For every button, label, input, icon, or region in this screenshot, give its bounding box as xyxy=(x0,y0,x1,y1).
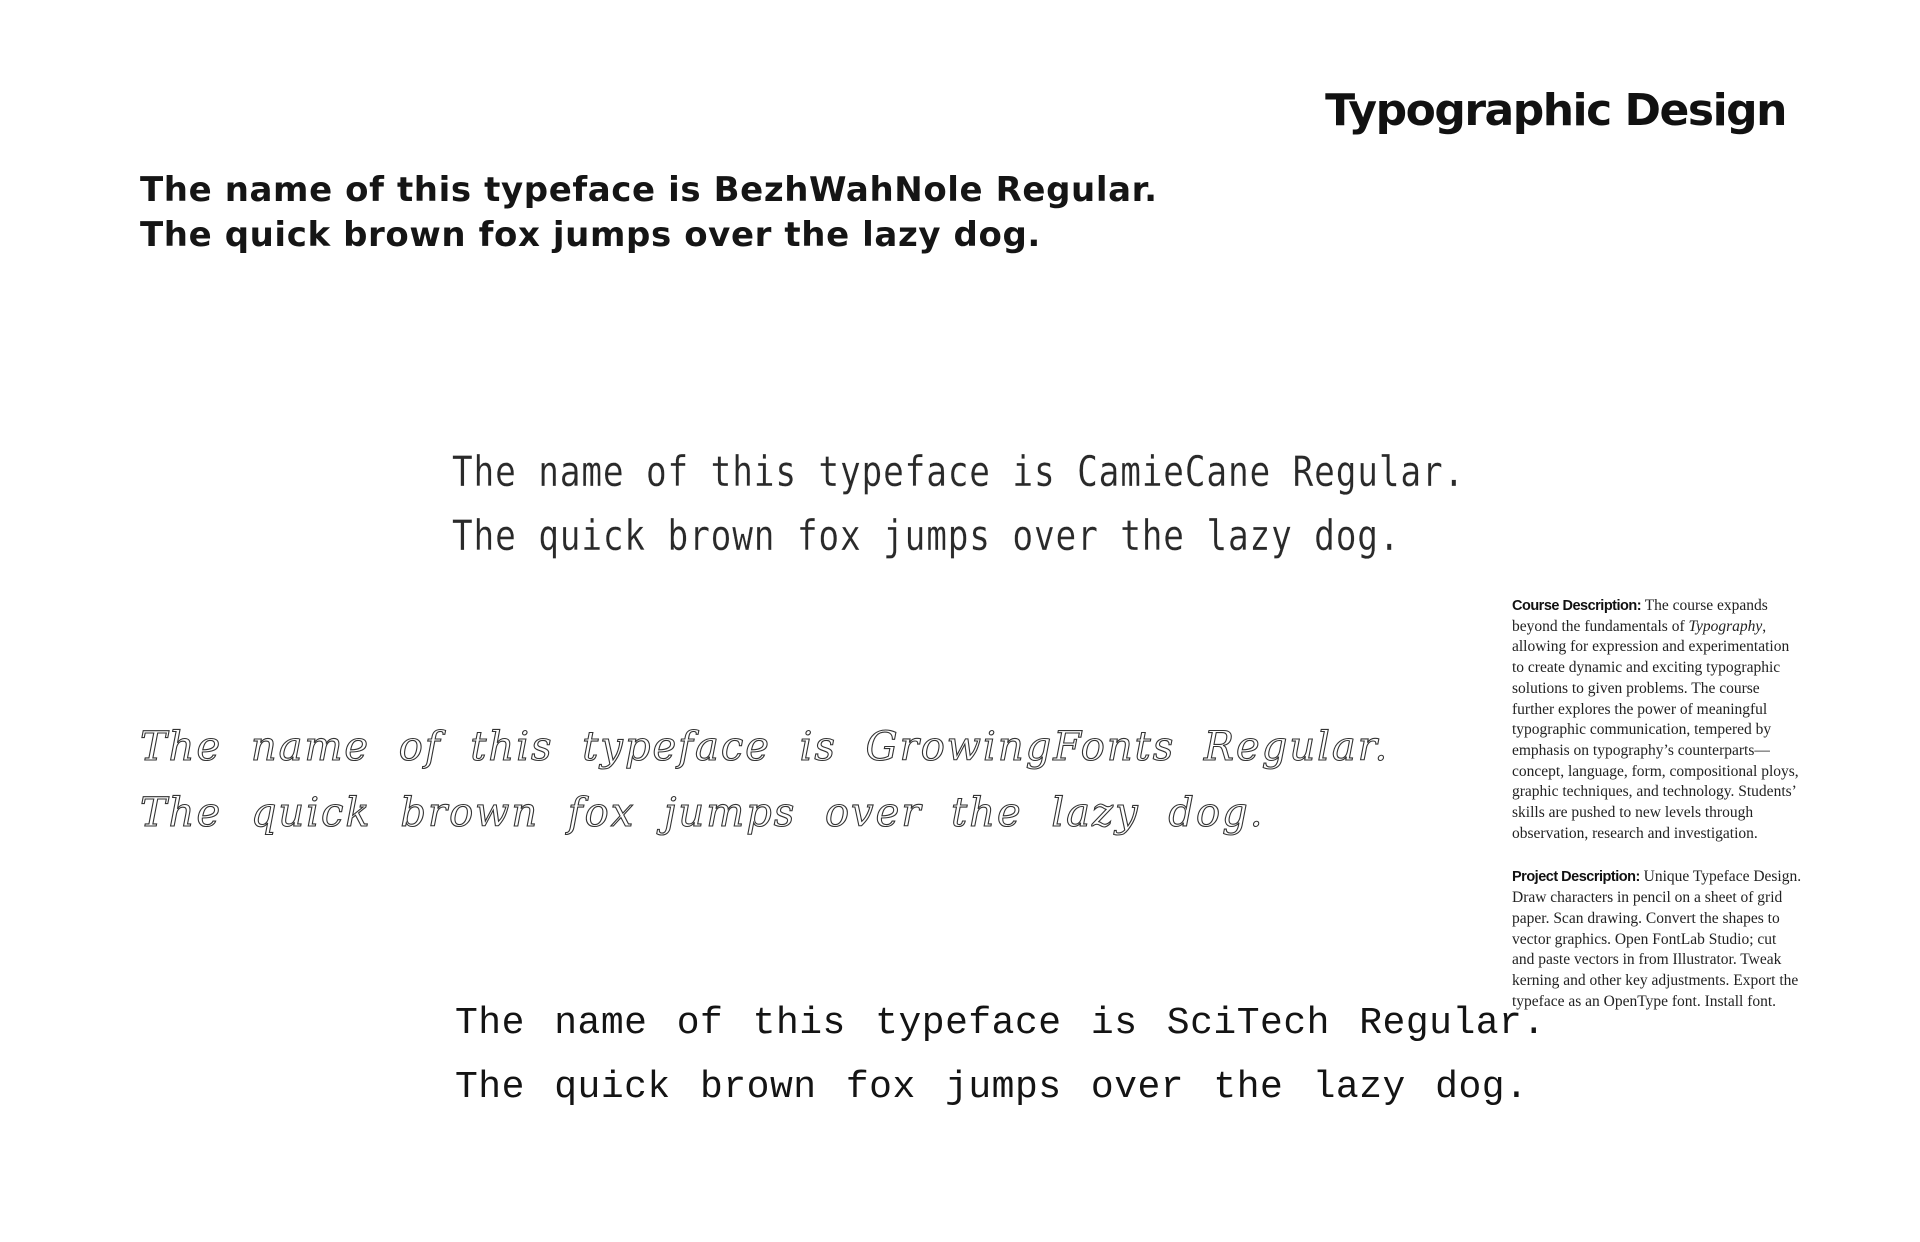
specimen-pangram: The quick brown fox jumps over the lazy dog. xyxy=(140,790,1265,836)
project-description xyxy=(1512,867,1802,1012)
course-description-text: The course expands beyond the fundamentals of xyxy=(1512,597,1768,635)
page-title: Typographic Design xyxy=(1325,85,1786,136)
specimen-pangram: The quick brown fox jumps over the lazy dog. xyxy=(452,511,1401,560)
specimen-camiecane xyxy=(452,440,1465,568)
course-description xyxy=(1512,596,1802,844)
specimen-name-line: The name of this typeface is GrowingFonts Regular. xyxy=(140,724,1390,770)
specimen-pangram: The quick brown fox jumps over the lazy dog. xyxy=(140,215,1041,255)
specimen-pangram: The quick brown fox jumps over the lazy dog. xyxy=(455,1066,1529,1109)
description-column xyxy=(1512,596,1802,1035)
specimen-name-line: The name of this typeface is CamieCane Regular. xyxy=(452,447,1466,496)
specimen-bezhwahnole xyxy=(140,168,1158,258)
project-description-label: Project Description: xyxy=(1512,869,1640,886)
specimen-growingfonts xyxy=(140,714,1389,846)
specimen-name-line: The name of this typeface is BezhWahNole Regular. xyxy=(140,170,1158,210)
course-description-emphasis: Typography xyxy=(1688,617,1763,635)
specimen-scitech xyxy=(455,992,1546,1120)
specimen-name-line: The name of this typeface is SciTech Regular. xyxy=(455,1002,1546,1045)
project-description-text: Unique Typeface Design. Draw characters in pencil on a sheet of grid paper. Scan drawing. Convert the shapes to vector graphics. Open FontLab Studio; cut and paste vectors in from Illustrator. Tweak kerning and other key adjustments. Export the typeface as an OpenType font. Install font. xyxy=(1512,868,1802,1010)
course-description-text-cont: , allowing for expression and experimentation to create dynamic and exciting typographic solutions to given problems. The course further explores the power of meaningful typographic communication, tempered by emphasis on typography’s counterparts—concept, language, form, compositional ploys, graphic techniques, and technology. Students’ skills are pushed to new levels through observation, research and investigation. xyxy=(1512,617,1799,842)
course-description-label: Course Description: xyxy=(1512,598,1642,614)
